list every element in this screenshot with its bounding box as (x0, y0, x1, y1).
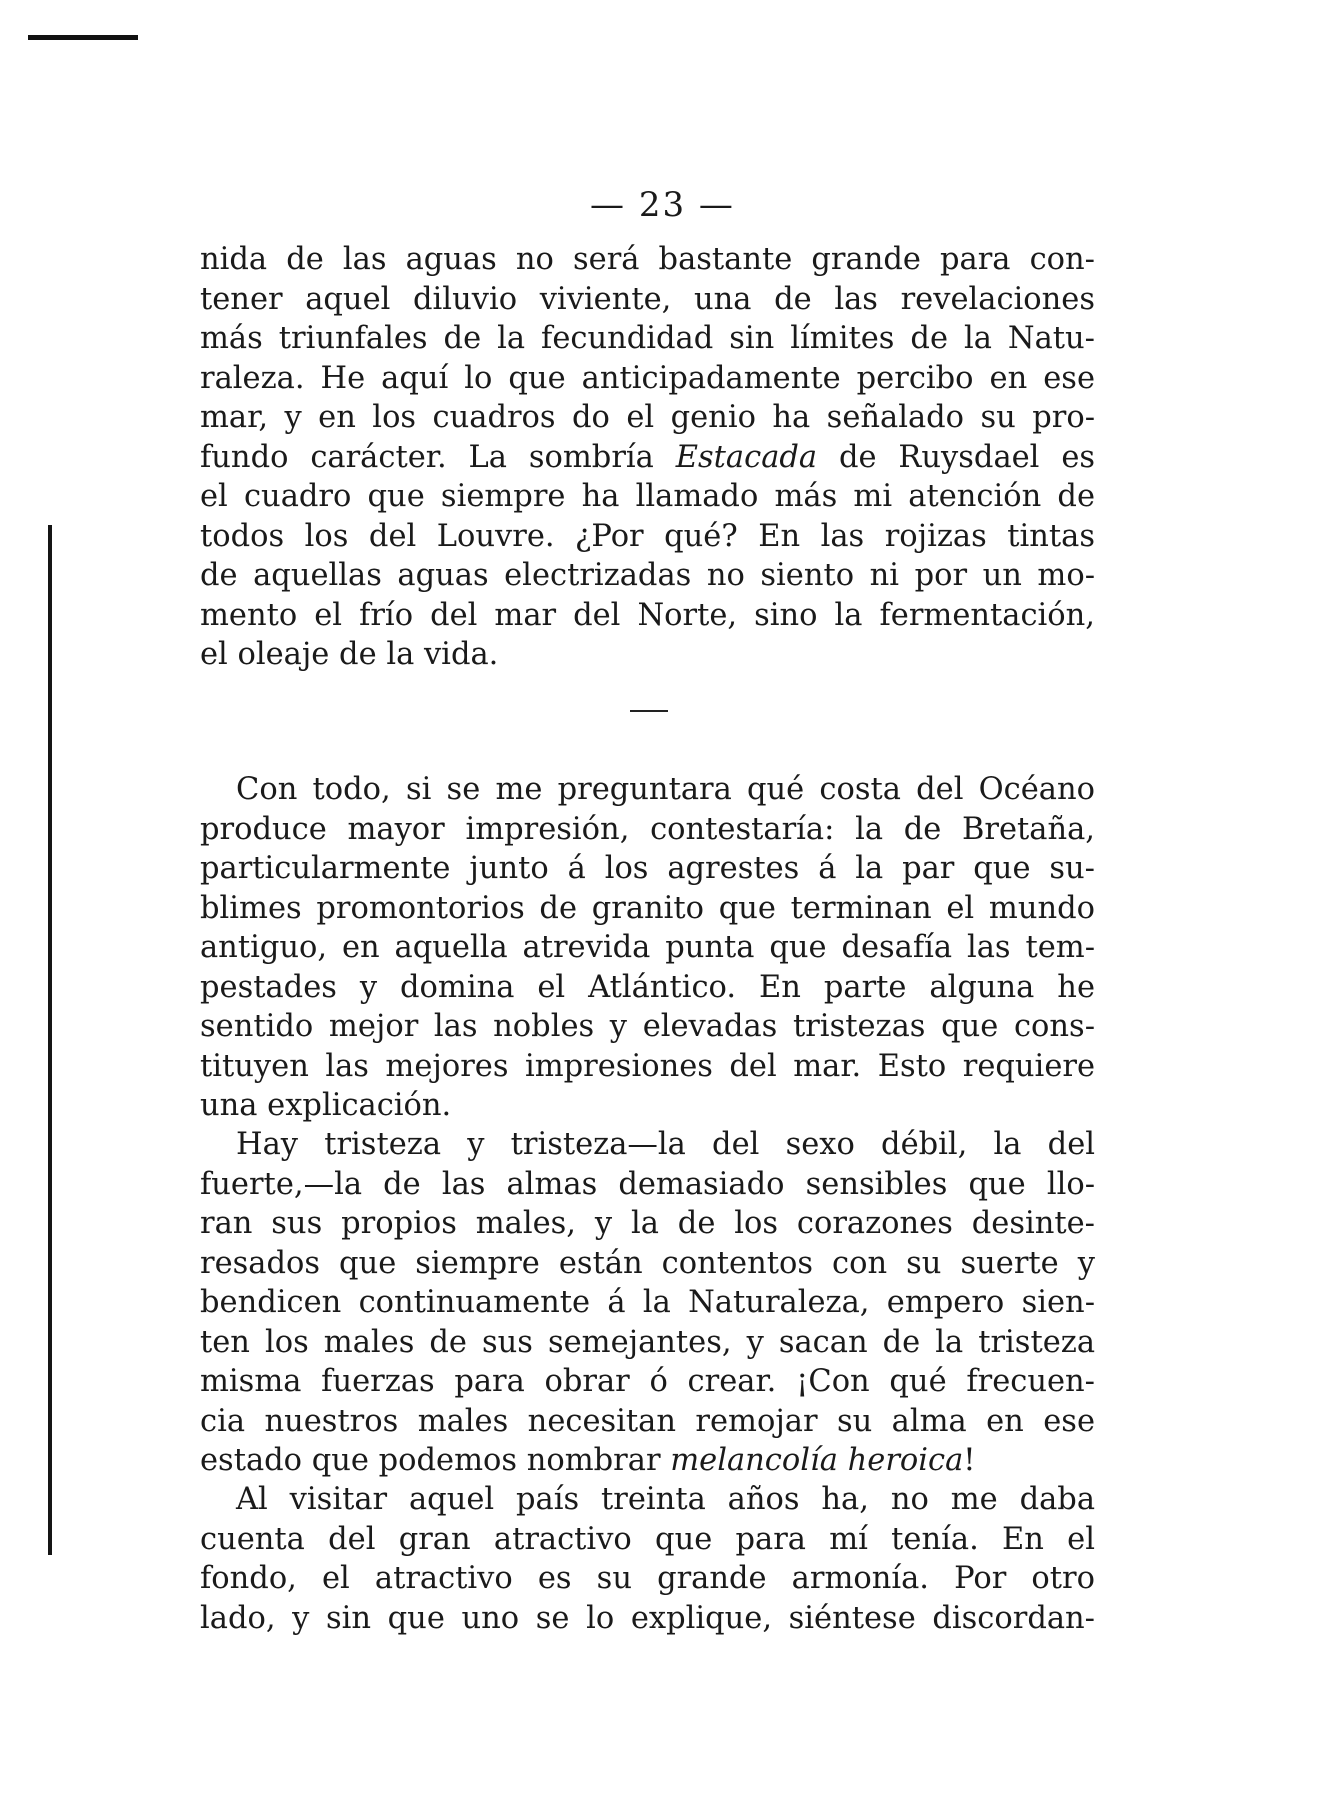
text-line: cuenta del gran atractivo que para mí tenía. En el (200, 1521, 1095, 1557)
italic-title: Estacada (675, 439, 818, 475)
top-edge-rule (28, 35, 138, 40)
text-line: blimes promontorios de granito que terminan el mundo (200, 890, 1095, 926)
text-line: el oleaje de la vida. (200, 637, 499, 672)
text-line: pestades y domina el Atlántico. En parte alguna he (200, 969, 1095, 1005)
text-line: resados que siempre están contentos con su suerte y (200, 1245, 1095, 1281)
text-line: sentido mejor las nobles y elevadas tristezas que cons- (200, 1009, 1095, 1044)
text-line: tener aquel diluvio viviente, una de las revelaciones (200, 281, 1095, 317)
text-line: Hay tristeza y tristeza—la del sexo débil, la del (236, 1127, 1095, 1162)
text-line: ten los males de sus semejantes, y sacan de la tristeza (200, 1324, 1095, 1360)
text-line: ran sus propios males, y la de los corazones desinte- (200, 1206, 1095, 1241)
text-line (200, 1441, 1095, 1481)
text-line: lado, y sin que uno se lo explique, siéntese discordan- (200, 1600, 1095, 1636)
text-line: mento el frío del mar del Norte, sino la fermentación, (200, 597, 1095, 633)
text-line: Al visitar aquel país treinta años ha, no me daba (236, 1482, 1095, 1517)
paragraph-2 (200, 770, 1095, 1126)
text-line: una explicación. (200, 1088, 452, 1123)
paragraph-3 (200, 1125, 1095, 1481)
text-line: raleza. He aquí lo que anticipadamente percibo en ese (200, 360, 1095, 396)
text-line: más triunfales de la fecundidad sin límites de la Natu- (200, 321, 1095, 356)
text-line: bendicen continuamente á la Naturaleza, empero sien- (200, 1285, 1095, 1320)
text-line: produce mayor impresión, contestaría: la de Bretaña, (200, 811, 1095, 847)
text-line: de aquellas aguas electrizadas no siento ni por un mo- (200, 558, 1095, 593)
text-segment: ! (963, 1443, 976, 1478)
text-line: nida de las aguas no será bastante grande para con- (200, 242, 1095, 277)
text-segment: fundo carácter. La sombría (200, 439, 654, 475)
text-segment: estado que podemos nombrar (200, 1443, 661, 1478)
paragraph-4 (200, 1480, 1095, 1638)
text-segment: de Ruysdael es (838, 439, 1096, 475)
paragraph-1 (200, 240, 1095, 675)
text-line: antiguo, en aquella atrevida punta que desafía las tem- (200, 930, 1095, 965)
text-line: todos los del Louvre. ¿Por qué? En las rojizas tintas (200, 518, 1095, 554)
text-line: cia nuestros males necesitan remojar su alma en ese (200, 1403, 1095, 1439)
text-line: Con todo, si se me preguntara qué costa del Océano (236, 772, 1095, 807)
binding-edge-shadow (48, 525, 52, 1555)
text-line: tituyen las mejores impresiones del mar. Esto requiere (200, 1048, 1095, 1084)
italic-phrase: melancolía heroica (670, 1443, 964, 1478)
section-divider (630, 710, 668, 712)
text-line: particularmente junto á los agrestes á la par que su- (200, 851, 1095, 886)
text-line: fondo, el atractivo es su grande armonía. Por otro (200, 1561, 1095, 1596)
page-number: — 23 — (590, 185, 735, 225)
text-line: misma fuerzas para obrar ó crear. ¡Con qué frecuen- (200, 1364, 1095, 1399)
text-line: el cuadro que siempre ha llamado más mi atención de (200, 479, 1095, 514)
text-line: fuerte,—la de las almas demasiado sensibles que llo- (200, 1166, 1095, 1202)
text-line (200, 438, 1095, 478)
text-line: mar, y en los cuadros do el genio ha señalado su pro- (200, 400, 1095, 435)
